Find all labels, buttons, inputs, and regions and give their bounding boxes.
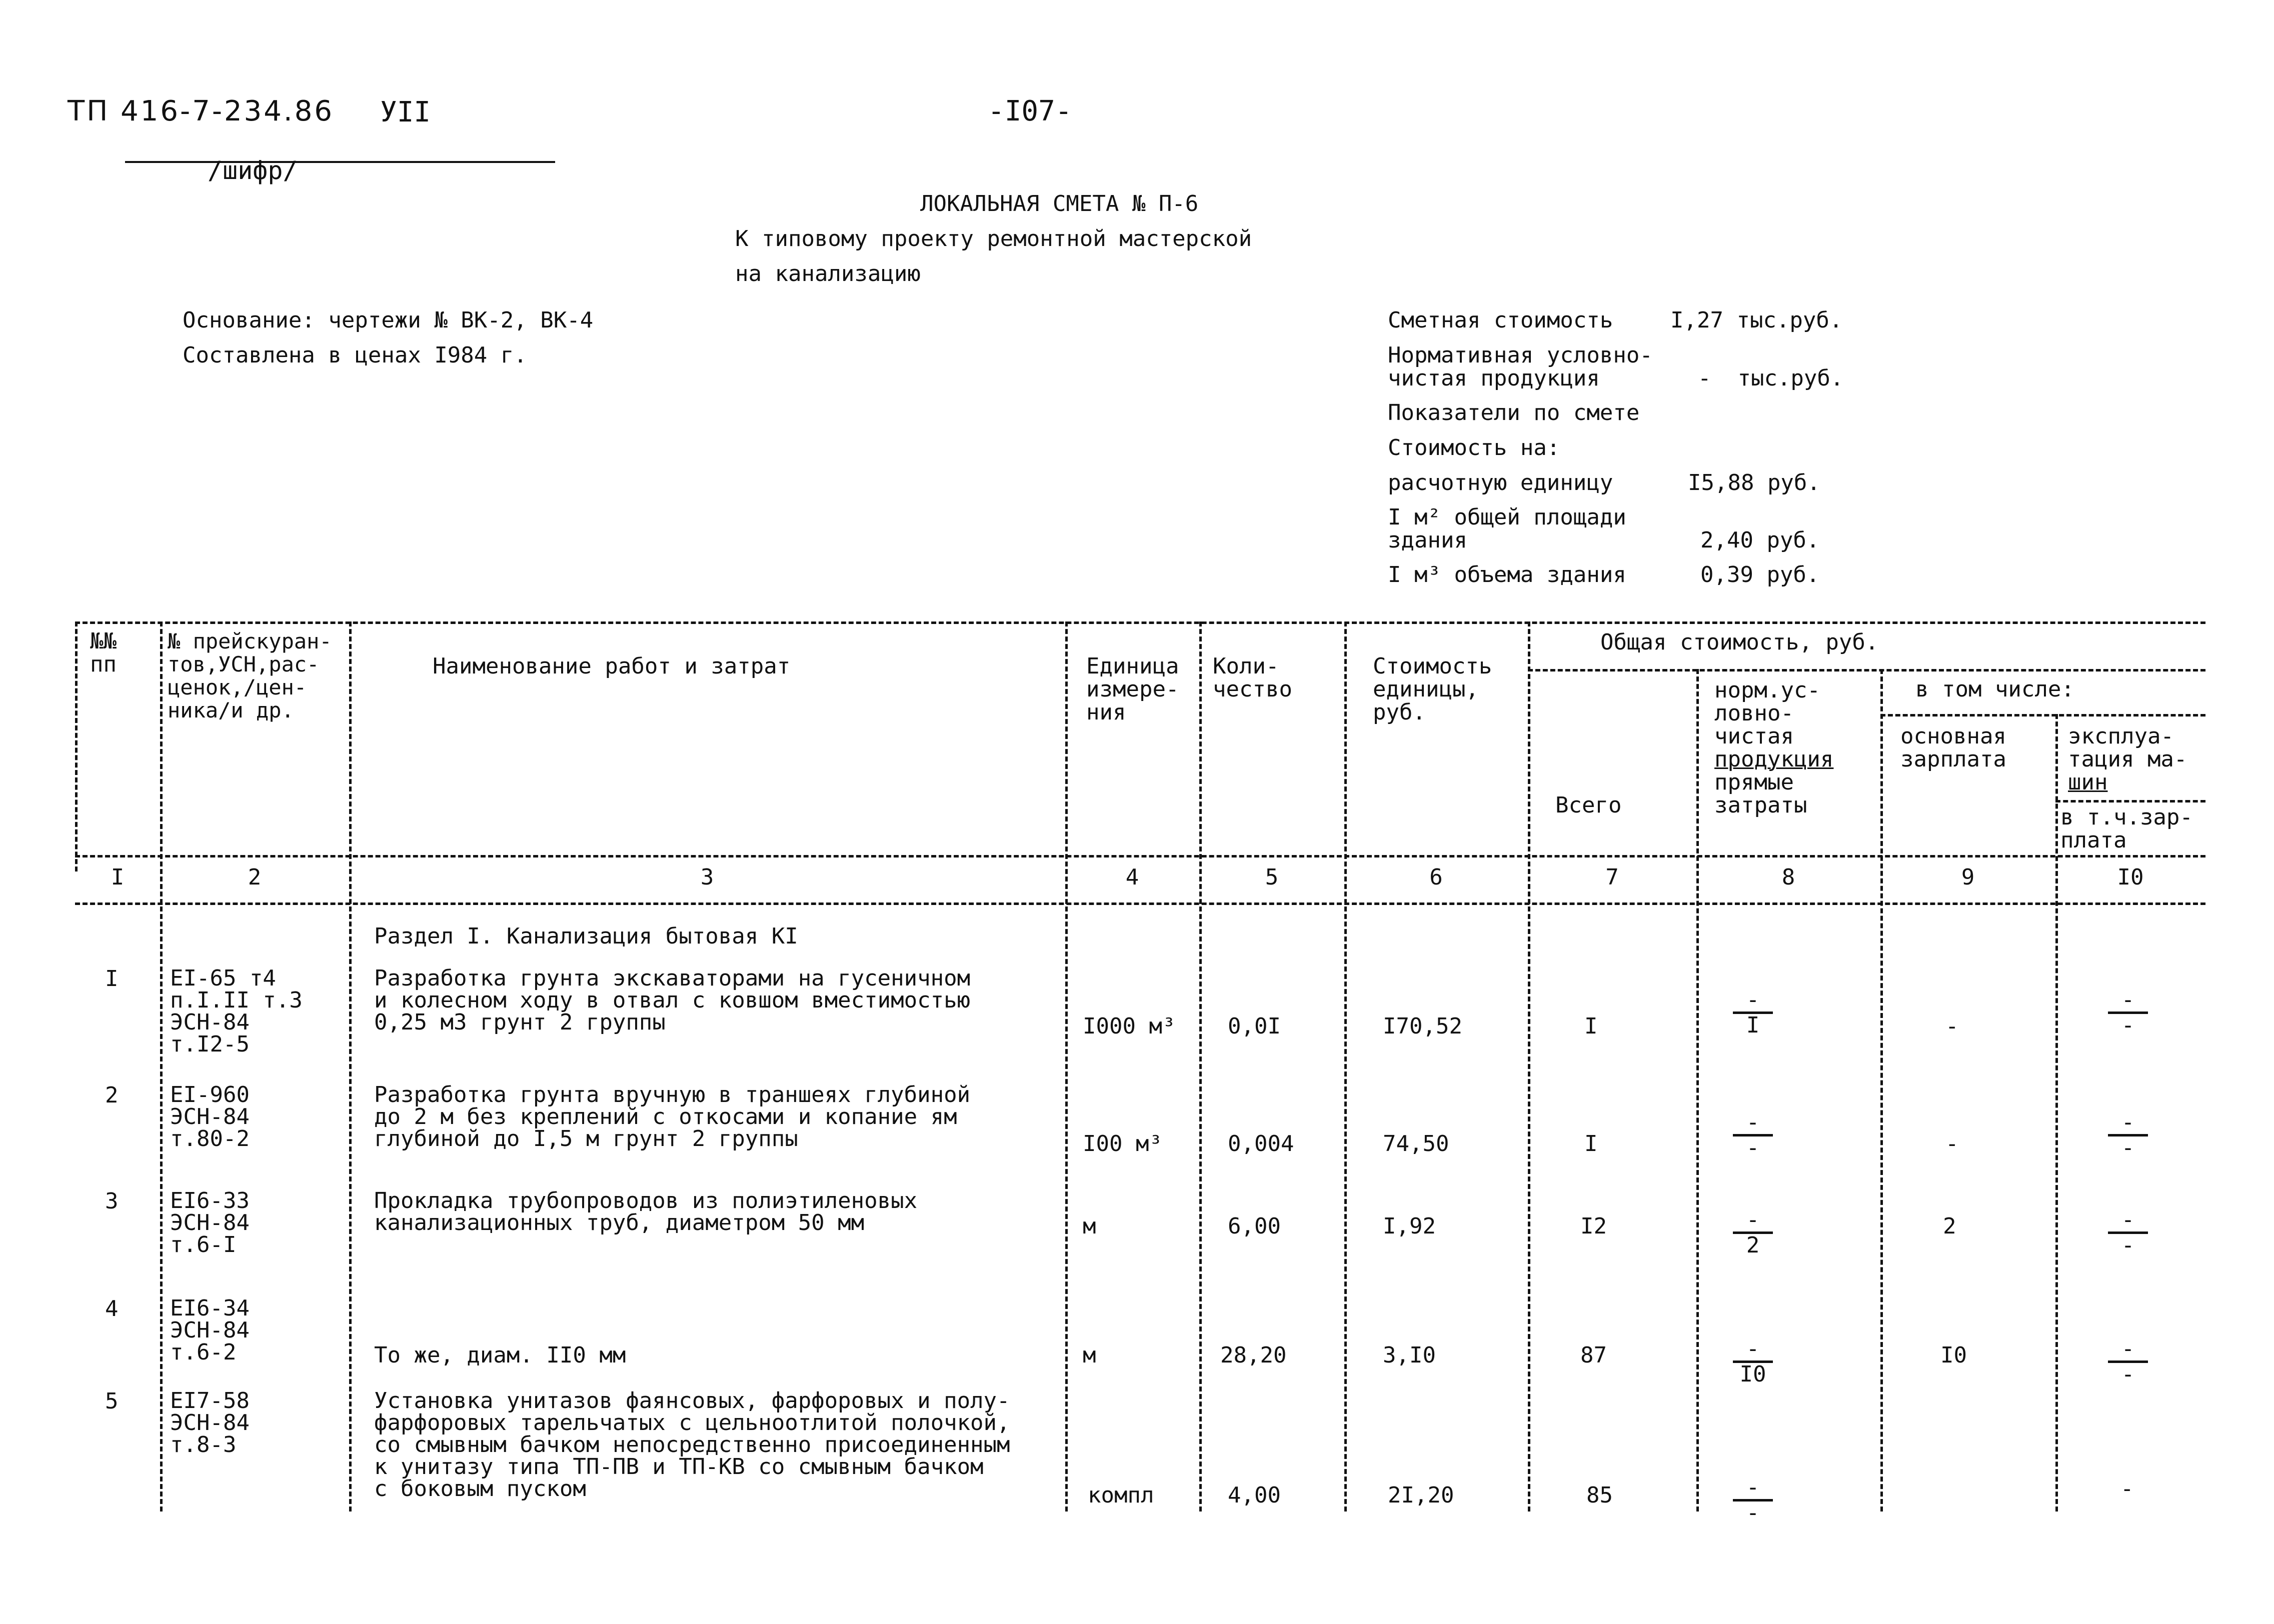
row-base-salary: - [1945, 1131, 1959, 1156]
row-price-code: ЕI7-58 ЭСН-84 т.8-3 [170, 1388, 250, 1458]
estimated-cost-value: I,27 тыс.руб. [1670, 308, 1843, 333]
row-price-code: ЕI6-34 ЭСН-84 т.6-2 [170, 1296, 250, 1365]
col-divider-7 [1696, 669, 1699, 1512]
col-number: 2 [248, 864, 262, 890]
col-divider-8 [1880, 669, 1883, 1512]
row-work-name: То же, диам. II0 мм [374, 1342, 626, 1368]
basis-prices: Составлена в ценах I984 г. [183, 342, 527, 368]
estimate-subtitle-2: на канализацию [735, 261, 921, 286]
header-row-number: №№ пп [90, 628, 117, 677]
row-number: 5 [105, 1388, 119, 1414]
row-unit: I000 м³ [1083, 1014, 1176, 1039]
row-machine-fraction: - - [2105, 992, 2150, 1033]
col-number: 7 [1605, 864, 1619, 890]
incl-header-rule [1880, 714, 2205, 716]
row-number: I [105, 966, 119, 992]
volume-cost-label: I м³ объема здания [1388, 562, 1626, 588]
col-number: 9 [1961, 864, 1975, 890]
col-number: 8 [1781, 864, 1795, 890]
row-total: I [1584, 1131, 1598, 1156]
header-machine-salary: в т.ч.зар- плата [2060, 804, 2193, 853]
row-total: I [1584, 1014, 1598, 1039]
row-unit-cost: I,92 [1383, 1214, 1436, 1239]
row-price-code: ЕI-960 ЭСН-84 т.80-2 [170, 1082, 250, 1152]
row-base-salary: 2 [1943, 1214, 1956, 1239]
header-bottom-rule [75, 855, 2205, 858]
header-unit-cost: Стоимость единицы, руб. [1373, 654, 1492, 725]
row-unit-cost: I70,52 [1383, 1014, 1462, 1039]
section-title: Раздел I. Канализация бытовая КI [374, 924, 798, 949]
cipher-line [125, 161, 555, 163]
col-numbers-rule [75, 902, 2205, 905]
row-total: 87 [1580, 1342, 1607, 1368]
header-including: в том числе: [1915, 676, 2074, 702]
row-net-product-fraction: - I [1730, 992, 1775, 1033]
row-unit: компл [1088, 1482, 1154, 1508]
row-unit-cost: 3,I0 [1383, 1342, 1436, 1368]
header-net-product: норм.ус- ловно- чистая продукция прямые затраты [1714, 678, 1834, 818]
row-machine-fraction: - - [2105, 1115, 2150, 1156]
row-total: I2 [1580, 1214, 1607, 1239]
row-base-salary: - [1945, 1014, 1959, 1039]
col-divider-9 [2055, 714, 2058, 1512]
page-number: -I07- [988, 95, 1072, 128]
machine-sub-rule [2055, 800, 2205, 802]
estimated-cost-label: Сметная стоимость [1388, 308, 1613, 333]
cipher-label: /шифр/ [208, 156, 298, 185]
area-cost-label-1: I м² общей площади [1388, 504, 1626, 530]
row-price-code: ЕI-65 т4 п.I.II т.3 ЭСН-84 т.I2-5 [170, 966, 303, 1057]
unit-cost-label: расчотную единицу [1388, 470, 1613, 496]
area-cost-value: 2,40 руб. [1700, 528, 1820, 553]
group-header-rule [1528, 669, 2205, 672]
row-quantity: 0,004 [1228, 1131, 1294, 1156]
header-price-reference: № прейскуран- тов,УСН,рас- ценок,/цен- ника/и др. [168, 629, 332, 722]
row-number: 4 [105, 1296, 119, 1322]
col-number: 3 [700, 864, 714, 890]
row-number: 3 [105, 1188, 119, 1214]
row-base-salary: I0 [1940, 1342, 1967, 1368]
header-quantity: Коли- чество [1213, 654, 1292, 702]
estimate-title: ЛОКАЛЬНАЯ СМЕТА № П-6 [920, 191, 1199, 216]
header-total-cost-group: Общая стоимость, руб. [1600, 630, 1879, 655]
table-top-rule [75, 622, 2205, 624]
col-number: 4 [1125, 864, 1139, 890]
col-divider-1 [160, 622, 163, 1512]
row-quantity: 6,00 [1228, 1214, 1281, 1239]
col-number: I0 [2117, 864, 2144, 890]
cost-on-label: Стоимость на: [1388, 435, 1560, 460]
row-work-name: Установка унитазов фаянсовых, фарфоровых и полу- фарфоровых тарельчатых с цельноотлитой полочкой, со смывным бачком непосредственно присоединенным к унитазу типа ТП-ПВ и ТП-КВ со смывным бачком с боковым пуском [374, 1388, 1010, 1502]
row-quantity: 28,20 [1220, 1342, 1287, 1368]
col-number: 5 [1265, 864, 1279, 890]
indicators-label: Показатели по смете [1388, 400, 1640, 426]
header-total: Всего [1555, 792, 1622, 818]
basis-drawings: Основание: чертежи № ВК-2, ВК-4 [183, 308, 594, 333]
row-machine-value: - [2120, 1476, 2134, 1502]
header-work-name: Наименование работ и затрат [433, 654, 791, 679]
area-cost-label-2: здания [1388, 528, 1467, 553]
header-machine-operation: эксплуа- тация ма- шин [2068, 724, 2187, 795]
header-unit: Единица измере- ния [1086, 654, 1179, 725]
volume-number: УII [380, 96, 431, 128]
row-unit-cost: 74,50 [1383, 1131, 1449, 1156]
row-work-name: Разработка грунта вручную в траншеях глубиной до 2 м без креплений с откосами и копание ям глубиной до I,5 м грунт 2 группы [374, 1082, 971, 1152]
row-unit: м [1083, 1342, 1096, 1368]
col-divider-4 [1199, 622, 1202, 1512]
volume-cost-value: 0,39 руб. [1700, 562, 1820, 588]
row-quantity: 4,00 [1228, 1482, 1281, 1508]
col-number: 6 [1429, 864, 1443, 890]
unit-cost-value: I5,88 руб. [1688, 470, 1820, 496]
row-unit-cost: 2I,20 [1388, 1482, 1454, 1508]
row-total: 85 [1586, 1482, 1613, 1508]
row-unit: I00 м³ [1083, 1131, 1162, 1156]
row-net-product-fraction: - - [1730, 1115, 1775, 1156]
header-base-salary: основная зарплата [1900, 724, 2006, 772]
row-machine-fraction: - - [2105, 1342, 2150, 1382]
normative-label-1: Нормативная условно- [1388, 342, 1653, 368]
table-left-border [75, 622, 78, 872]
col-divider-2 [349, 622, 352, 1512]
row-number: 2 [105, 1082, 119, 1108]
row-unit: м [1083, 1214, 1096, 1239]
row-quantity: 0,0I [1228, 1014, 1281, 1039]
row-work-name: Прокладка трубопроводов из полиэтиленовых канализационных труб, диаметром 50 мм [374, 1188, 918, 1236]
normative-label-2: чистая продукция [1388, 366, 1600, 391]
col-divider-3 [1065, 622, 1068, 1512]
document-code: ТП 416-7-234.86 [68, 95, 334, 128]
row-net-product-fraction: - 2 [1730, 1212, 1775, 1253]
row-price-code: ЕI6-33 ЭСН-84 т.6-I [170, 1188, 250, 1258]
row-work-name: Разработка грунта экскаваторами на гусеничном и колесном ходу в отвал с ковшом вместимостью 0,25 м3 грунт 2 группы [374, 966, 971, 1035]
estimate-subtitle: К типовому проекту ремонтной мастерской [735, 226, 1252, 252]
col-divider-5 [1344, 622, 1347, 1512]
row-machine-fraction: - - [2105, 1212, 2150, 1253]
row-net-product-fraction: - - [1730, 1480, 1775, 1520]
col-divider-6 [1528, 622, 1530, 1512]
normative-value: - тыс.руб. [1698, 366, 1844, 391]
col-number: I [111, 864, 125, 890]
row-net-product-fraction: - I0 [1730, 1342, 1775, 1382]
